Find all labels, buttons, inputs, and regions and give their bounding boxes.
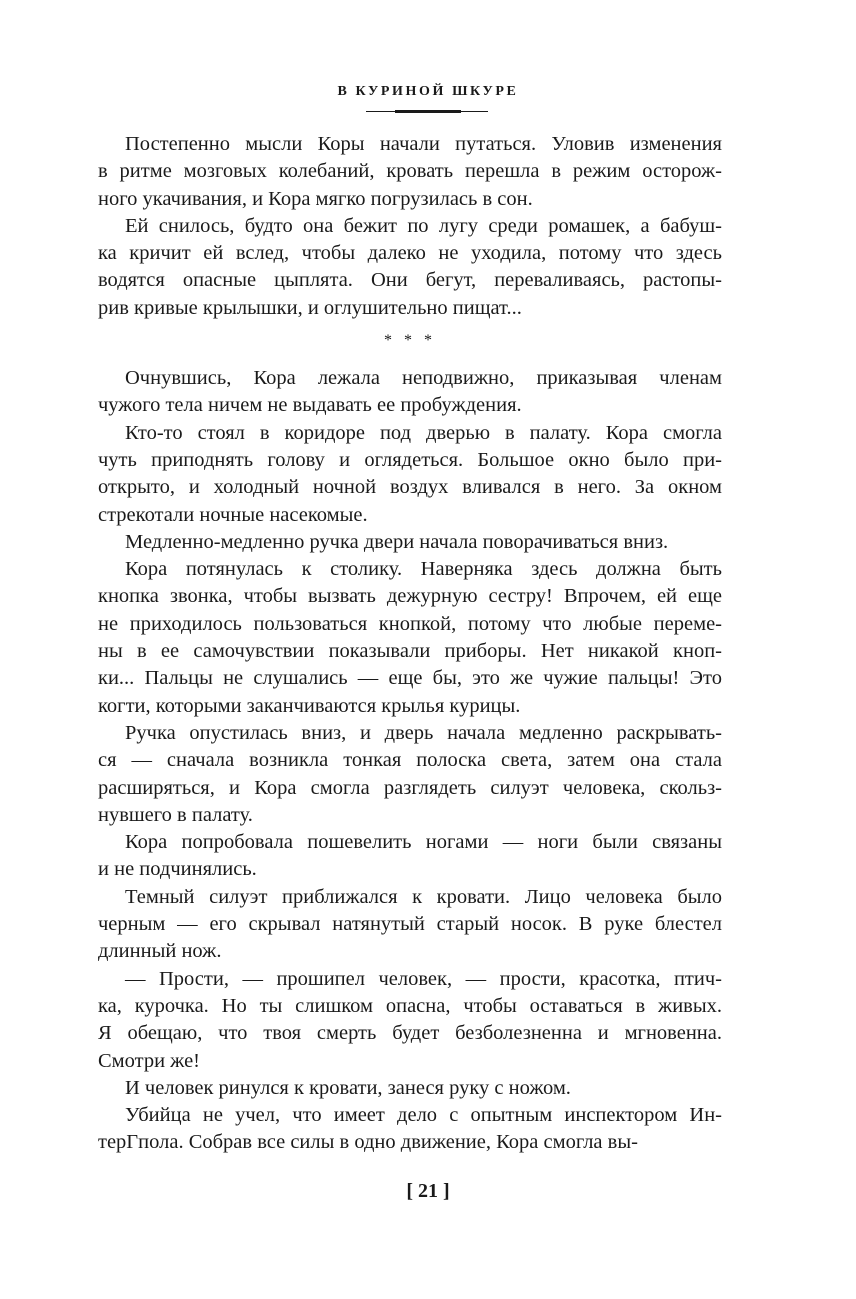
paragraph [98,213,722,322]
page-number: [ 21 ] [406,1180,450,1202]
text-line: Постепенно мысли Коры начали путаться. Уловив изменения [125,133,722,155]
section-separator: * * * [384,332,436,350]
text-line: рив кривые крылышки, и оглушительно пищат... [98,296,522,319]
text-line: нувшего в палату. [98,803,253,826]
text-line: и не подчинялись. [98,858,257,881]
paragraph [98,884,722,966]
text-line: ного укачивания, и Кора мягко погрузилась в сон. [98,187,533,210]
text-line: Медленно-медленно ручка двери начала поворачиваться вниз. [125,530,669,553]
paragraph [98,1102,722,1157]
text-line: ка кричит ей вслед, чтобы далеко не уходила, потому что здесь [98,242,722,265]
text-line: черным — его скрывал натянутый старый носок. В руке блестел [98,913,722,936]
text-line: расширяться, и Кора смогла разглядеть силуэт человека, скольз- [98,776,722,799]
text-line: Кто-то стоял в коридоре под дверью в палату. Кора смогла [125,421,722,444]
text-line: Кора потянулась к столику. Наверняка здесь должна быть [125,558,722,581]
text-line: когти, которыми заканчиваются крылья курицы. [98,694,521,717]
running-head: В КУРИНОЙ ШКУРЕ [337,84,519,99]
text-line: терГпола. Собрав все силы в одно движение, Кора смогла вы- [98,1131,638,1154]
page-body [98,131,722,1157]
text-line: открыто, и холодный ночной воздух вливался в него. За окном [98,476,722,499]
paragraph [98,556,722,720]
paragraph [98,420,722,529]
text-line: Очнувшись, Кора лежала неподвижно, приказывая членам [125,367,722,390]
paragraph [98,1075,722,1102]
text-line: стрекотали ночные насекомые. [98,503,368,526]
text-line: водятся опасные цыплята. Они бегут, переваливаясь, растопы- [98,269,722,292]
text-line: в ритме мозговых колебаний, кровать перешла в режим осторож- [98,160,722,183]
text-line: Темный силуэт приближался к кровати. Лицо человека было [125,885,722,908]
text-line: Ей снилось, будто она бежит по лугу среди ромашек, а бабуш- [125,214,722,237]
text-line: Ручка опустилась вниз, и дверь начала медленно раскрывать- [125,721,722,744]
text-line: ны в ее самочувствии показывали приборы. Нет никакой кноп- [98,640,722,663]
text-line: Я обещаю, что твоя смерть будет безболезненна и мгновенна. [98,1022,722,1045]
text-line: ка, курочка. Но ты слишком опасна, чтобы оставаться в живых. [98,994,722,1017]
text-line: чужого тела ничем не выдавать ее пробуждения. [98,394,522,417]
paragraph [98,131,722,213]
header-rule-ornament [395,110,461,113]
text-line: не приходилось пользоваться кнопкой, потому что любые переме- [98,612,722,635]
paragraph [98,720,722,829]
text-line: кнопка звонка, чтобы вызвать дежурную сестру! Впрочем, ей еще [98,585,722,608]
text-line: — Прости, — прошипел человек, — прости, красотка, птич- [125,967,722,990]
text-line: ки... Пальцы не слушались — еще бы, это же чужие пальцы! Это [98,667,722,690]
paragraph [98,365,722,420]
text-line: Кора попробовала пошевелить ногами — ноги были связаны [125,831,722,854]
text-line: длинный нож. [98,940,222,963]
text-line: Убийца не учел, что имеет дело с опытным инспектором Ин- [125,1104,722,1127]
text-line: Смотри же! [98,1049,200,1072]
paragraph [98,966,722,1075]
text-line: чуть приподнять голову и оглядеться. Большое окно было при- [98,448,722,471]
text-line: ся — сначала возникла тонкая полоска света, затем она стала [98,749,722,772]
paragraph [98,529,722,556]
paragraph [98,829,722,884]
text-line: И человек ринулся к кровати, занеся руку с ножом. [125,1076,571,1099]
